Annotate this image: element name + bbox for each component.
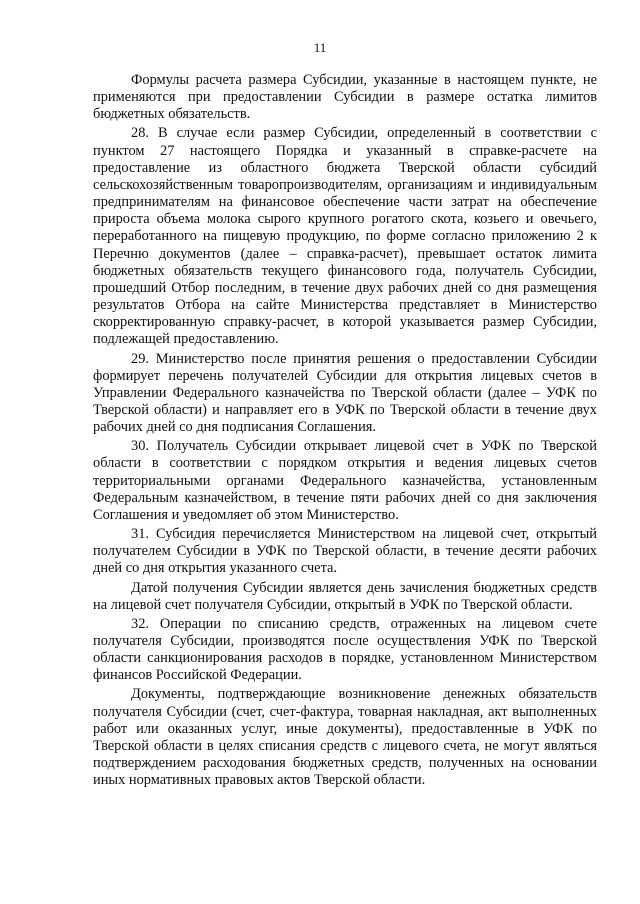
page-number: 11 [313, 40, 327, 55]
paragraph-receipt-date: Датой получения Субсидии является день зачисления бюджетных средств на лицевой счет получателя Субсидии, открытый в УФК по Тверской области. [93, 579, 597, 613]
paragraph-item-29: 29. Министерство после принятия решения о предоставлении Субсидии формирует перечень получателей Субсидии для открытия лицевых счетов в Управлении Федерального казначейства по Тверской области (далее – УФК по Тверской области) и направляет его в УФК по Тверской области в течение двух рабочих дней со дня подписания Соглашения. [93, 350, 597, 436]
paragraph-item-28: 28. В случае если размер Субсидии, определенный в соответствии с пунктом 27 настоящего Порядка и указанный в справке-расчете на предоставление из областного бюджета Тверской области субсидий сельскохозяйственным товаропроизводителям, организациям и индивидуальным предпринимателям на финансовое обеспечение части затрат на обеспечение прироста объема молока сырого крупного рогатого скота, козьего и овечьего, переработанного на пищевую продукцию, по форме согласно приложению 2 к Перечню документов (далее – справка-расчет), превышает остаток лимита бюджетных обязательств текущего финансового года, получатель Субсидии, прошедший Отбор последним, в течение двух рабочих дней со дня размещения результатов Отбора на сайте Министерства представляет в Министерство скорректированную справку-расчет, в которой указывается размер Субсидии, подлежащей предоставлению. [93, 125, 597, 348]
paragraph-item-30: 30. Получатель Субсидии открывает лицевой счет в УФК по Тверской области в соответствии с порядком открытия и ведения лицевых счетов территориальными органами Федерального казначейства, установленным Федеральным казначейством, в течение пяти рабочих дней со дня заключения Соглашения и уведомляет об этом Министерство. [93, 438, 597, 523]
paragraph-formula-note: Формулы расчета размера Субсидии, указанные в настоящем пункте, не применяются при предоставлении Субсидии в размере остатка лимитов бюджетных обязательств. [93, 72, 597, 123]
document-body [93, 72, 597, 789]
paragraph-item-32: 32. Операции по списанию средств, отраженных на лицевом счете получателя Субсидии, производятся после осуществления УФК по Тверской области санкционирования расходов в порядке, установленном Министерством финансов Российской Федерации. [93, 615, 597, 684]
paragraph-item-31: 31. Субсидия перечисляется Министерством на лицевой счет, открытый получателем Субсидии в УФК по Тверской области, в течение десяти рабочих дней со дня открытия указанного счета. [93, 526, 597, 577]
paragraph-supporting-documents: Документы, подтверждающие возникновение денежных обязательств получателя Субсидии (счет, счет-фактура, товарная накладная, акт выполненных работ или оказанных услуг, иные документы), предоставленные в УФК по Тверской области в целях списания средств с лицевого счета, не могут являться подтверждением расходования бюджетных средств, полученных на основании иных нормативных правовых актов Тверской области. [93, 686, 597, 789]
